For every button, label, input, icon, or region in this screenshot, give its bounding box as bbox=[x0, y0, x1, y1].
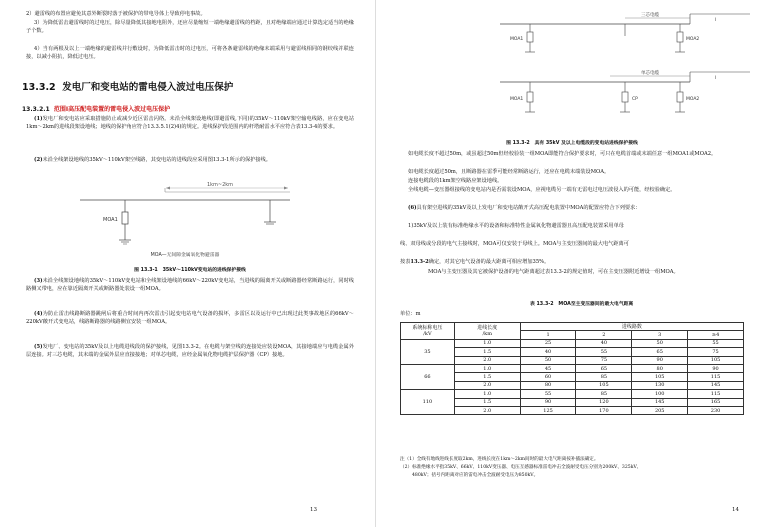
header-voltage: 系统标称电压 /kV bbox=[401, 323, 455, 340]
table-note-3: 480kV；括号内距离对应的雷电冲击全波耐受电压为850kV。 bbox=[412, 473, 539, 478]
section-number: 13.3.2 bbox=[22, 82, 56, 93]
bottom-length-label: l bbox=[715, 76, 717, 81]
paragraph-r5 bbox=[400, 204, 744, 212]
table-unit: 单位：m bbox=[400, 311, 421, 317]
value-cell: 120 bbox=[576, 398, 632, 406]
value-cell: 130 bbox=[632, 381, 688, 389]
value-cell: 170 bbox=[576, 406, 632, 414]
length-cell: 2.0 bbox=[454, 381, 520, 389]
paragraph-2 bbox=[26, 156, 354, 164]
paragraph-5-number: (5) bbox=[34, 344, 43, 350]
paragraph-r4: 全线电缆—变压器组接线的变电站内是否需装设MOA，应视电缆另一端有无雷电过电压波侵入的可能，经校验确定。 bbox=[408, 187, 676, 193]
paragraph-r3: 连接电缆段的1km架空线路应架设地线。 bbox=[408, 178, 503, 184]
value-cell: 40 bbox=[576, 339, 632, 347]
value-cell: 75 bbox=[688, 348, 744, 356]
value-cell: 205 bbox=[632, 406, 688, 414]
table-caption: 表 13.3-2 MOA至主变压器间的最大电气距离 bbox=[530, 302, 634, 307]
value-cell: 90 bbox=[520, 398, 576, 406]
paragraph-1 bbox=[26, 115, 354, 131]
value-cell: 125 bbox=[520, 406, 576, 414]
bottom-cable-label: 单芯电缆 bbox=[641, 71, 659, 76]
paragraph-3 bbox=[26, 277, 354, 293]
section-heading bbox=[22, 79, 233, 93]
figure-13-3-2-caption: 图 13.3-2 具有 35kV 及以上电缆段的变电站进线保护接线 bbox=[506, 141, 638, 146]
value-cell: 165 bbox=[688, 398, 744, 406]
value-cell: 60 bbox=[520, 373, 576, 381]
header-col: ≥4 bbox=[688, 331, 744, 339]
voltage-cell: 35 bbox=[401, 339, 455, 364]
value-cell: 85 bbox=[576, 390, 632, 398]
table-row bbox=[401, 364, 744, 372]
value-cell: 90 bbox=[688, 364, 744, 372]
bottom-moa1-label: MOA1 bbox=[510, 97, 524, 102]
paragraph-1-number: (1) bbox=[34, 116, 43, 122]
top-length-label: l bbox=[715, 18, 717, 23]
value-cell: 230 bbox=[688, 406, 744, 414]
value-cell: 115 bbox=[688, 373, 744, 381]
paragraph-r5-text: 具有架空进线的35kV及以上发电厂和变电站敞开式高压配电装置中MOA的配置应符合下列要求： bbox=[416, 205, 641, 211]
value-cell: 55 bbox=[576, 348, 632, 356]
paragraph-3-text: 未沿全线架设地线的35kV～110kV变电站和全线架设地线的66kV～220kV变电站，当进线的隔离开关或断路器经常断路运行，同时线路侧又带电，应在靠近隔离开关或断路器处装设一组MOA。 bbox=[26, 278, 354, 293]
length-cell: 2.0 bbox=[454, 356, 520, 364]
value-cell: 55 bbox=[688, 339, 744, 347]
value-cell: 65 bbox=[632, 348, 688, 356]
length-cell: 1.0 bbox=[454, 339, 520, 347]
value-cell: 105 bbox=[576, 381, 632, 389]
distance-table bbox=[400, 322, 744, 415]
paragraph-r9: MOA与主变压器及其它被保护设备的电气距离超过表13.3-2的规定值时，可在主变压器附近增设一组MOA。 bbox=[428, 269, 679, 275]
section-title: 发电厂和变电站的雷电侵入波过电压保护 bbox=[62, 82, 234, 93]
paragraph-r5-number: (6) bbox=[408, 205, 417, 211]
paragraph-4-text: 为防止雷击线路断路器跳闸后将重合时间内再次雷击引起变电站电气设备的损坏，多雷区以及运行中已出现过此类事故地区的66kV～220kV敞开式变电站，线路断路器的线路侧宜安装一组MOA。 bbox=[26, 311, 354, 326]
figure-13-3-1-caption: 图 13.3-1 35kV～110kV变电站的进线保护接线 bbox=[134, 268, 246, 273]
value-cell: 75 bbox=[576, 356, 632, 364]
voltage-cell: 66 bbox=[401, 364, 455, 389]
value-cell: 50 bbox=[520, 356, 576, 364]
value-cell: 55 bbox=[520, 390, 576, 398]
paragraph-2-number: (2) bbox=[34, 157, 43, 163]
top-moa1-label: MOA1 bbox=[510, 37, 524, 42]
figure-13-3-2-diagram bbox=[500, 10, 760, 128]
length-cell: 1.0 bbox=[454, 390, 520, 398]
subsection-title: 范围Ⅰ高压配电装置的雷电侵入波过电压保护 bbox=[53, 106, 171, 113]
paragraph-r6: 1)35kV及以上装有标准绝缘水平的设备和标准特性金属氧化物避雷器且高压配电装置采用单母 bbox=[408, 223, 624, 229]
paragraph-r7: 线、双母线或分段的电气主接线时，MOA可仅安装于母线上。MOA与主变压器间的最大电气距离可 bbox=[400, 241, 629, 247]
subsection-number: 13.3.2.1 bbox=[22, 106, 50, 113]
paragraph-r8-post: 确定，对其它电气设备的最大距离可相应增加35%。 bbox=[428, 259, 550, 265]
length-cell: 1.5 bbox=[454, 348, 520, 356]
table-note-2: （2）标准绝缘水平指35kV、66kV、110kV变压器、电压互感器标准雷电冲击全波耐受电压分别为200kV、325kV、 bbox=[400, 465, 642, 470]
value-cell: 145 bbox=[688, 381, 744, 389]
right-page bbox=[380, 0, 760, 527]
value-cell: 45 bbox=[520, 364, 576, 372]
paragraph-4-number: (4) bbox=[34, 311, 43, 317]
page-number-right: 14 bbox=[732, 507, 739, 513]
value-cell: 80 bbox=[520, 381, 576, 389]
paragraph-3-number: (3) bbox=[34, 278, 43, 284]
header-col: 2 bbox=[576, 331, 632, 339]
top-moa2-label: MOA2 bbox=[686, 37, 700, 42]
page-number-left: 13 bbox=[310, 507, 317, 513]
legend-text: MOA—无间隙金属氧化物避雷器 bbox=[150, 253, 220, 258]
length-cell: 1.0 bbox=[454, 364, 520, 372]
table-ref: 13.3-2 bbox=[410, 259, 429, 265]
left-page bbox=[0, 0, 376, 527]
value-cell: 80 bbox=[632, 364, 688, 372]
paragraph-1-text: 发电厂和变电站应采取措施防止或减少近区雷击闪络。未沿全线架设地线(即避雷线,下同)的35kV～110kV架空输电线路，应在变电站1km～2km的进线段架设地线；地线的保护角应符合13.3.5.1(2)4)的规定。进线保护段范围内的杆塔耐雷水平应符合表13.3-4的要求。 bbox=[26, 116, 354, 131]
value-cell: 40 bbox=[520, 348, 576, 356]
paragraph-top-4: 4）当有两根及以上一端绝缘的避雷线并行敷设时，为降低雷击时的过电压，可将各条避雷线的绝缘末端采用与避雷线相同的钢绞线并联连接，以减小阻抗，降低过电压。 bbox=[26, 46, 354, 61]
paragraph-top-3: 3）为降低雷击避雷线时的过电压，除尽量降低其接地电阻外，还应尽量缩短一端绝缘避雷线的档距，且对绝缘端应通过计算选定适当的绝缘子个数。 bbox=[26, 20, 354, 35]
value-cell: 90 bbox=[632, 356, 688, 364]
paragraph-4 bbox=[26, 310, 354, 326]
cp-label: CP bbox=[632, 97, 638, 102]
moa-arrester-symbol bbox=[122, 212, 128, 224]
paragraph-top-2: 2）避雷线的布置应避免其意外断裂时落于被保护的带电导体上导致停电事故。 bbox=[26, 11, 206, 17]
bottom-moa2-label: MOA2 bbox=[686, 97, 700, 102]
length-cell: 1.5 bbox=[454, 398, 520, 406]
value-cell: 105 bbox=[632, 373, 688, 381]
paragraph-r8-pre: 按表 bbox=[400, 259, 411, 265]
paragraph-r1: 如电缆长度不超过50m，或虽超过50m但经校验装一组MOA即能符合保护要求时，可只在电缆首端或末端任意一组MOA1或MOA2。 bbox=[408, 151, 717, 157]
paragraph-2-text: 未沿全线架设地线的35kV～110kV架空线路，其变电站的进线段应采用图13.3-1所示的保护接线。 bbox=[42, 157, 271, 163]
value-cell: 65 bbox=[576, 364, 632, 372]
value-cell: 25 bbox=[520, 339, 576, 347]
value-cell: 105 bbox=[688, 356, 744, 364]
header-col: 1 bbox=[520, 331, 576, 339]
value-cell: 85 bbox=[576, 373, 632, 381]
paragraph-r8 bbox=[400, 258, 744, 266]
length-cell: 2.0 bbox=[454, 406, 520, 414]
table-note-1: 注（1）全线有地线进线长度取2km，进线长度在1km～2km间时的最大电气距离按补插法确定。 bbox=[400, 457, 599, 462]
table-row bbox=[401, 390, 744, 398]
table-row bbox=[401, 339, 744, 347]
figure-13-3-1-diagram bbox=[70, 182, 300, 262]
value-cell: 145 bbox=[632, 398, 688, 406]
length-cell: 1.5 bbox=[454, 373, 520, 381]
header-lines: 进线路数 bbox=[520, 323, 743, 331]
top-cable-label: 三芯电缆 bbox=[641, 13, 659, 18]
paragraph-5-text: 发电厂、变电站的35kV及以上电缆进线段的保护接线，见图13.3-2。在电缆与架空线的连接处应装设MOA，其接地端应与电缆金属外层连接。对三芯电缆，其末端的金属外层应直接接地；对单芯电缆，应经金属氧化物电缆护层保护器（CP）接地。 bbox=[26, 344, 354, 359]
voltage-cell: 110 bbox=[401, 390, 455, 415]
value-cell: 50 bbox=[632, 339, 688, 347]
value-cell: 100 bbox=[632, 390, 688, 398]
distance-label: 1km~2km bbox=[206, 182, 234, 188]
paragraph-5 bbox=[26, 343, 354, 359]
header-length: 进线长度 /km bbox=[454, 323, 520, 340]
value-cell: 115 bbox=[688, 390, 744, 398]
subsection-heading bbox=[22, 104, 170, 113]
paragraph-r2: 如电缆长度超过50m，且断路器在雷季可能经常断路运行，还应在电缆末端装设MOA。 bbox=[408, 169, 610, 175]
header-col: 3 bbox=[632, 331, 688, 339]
moa1-label: MOA1 bbox=[103, 217, 118, 223]
